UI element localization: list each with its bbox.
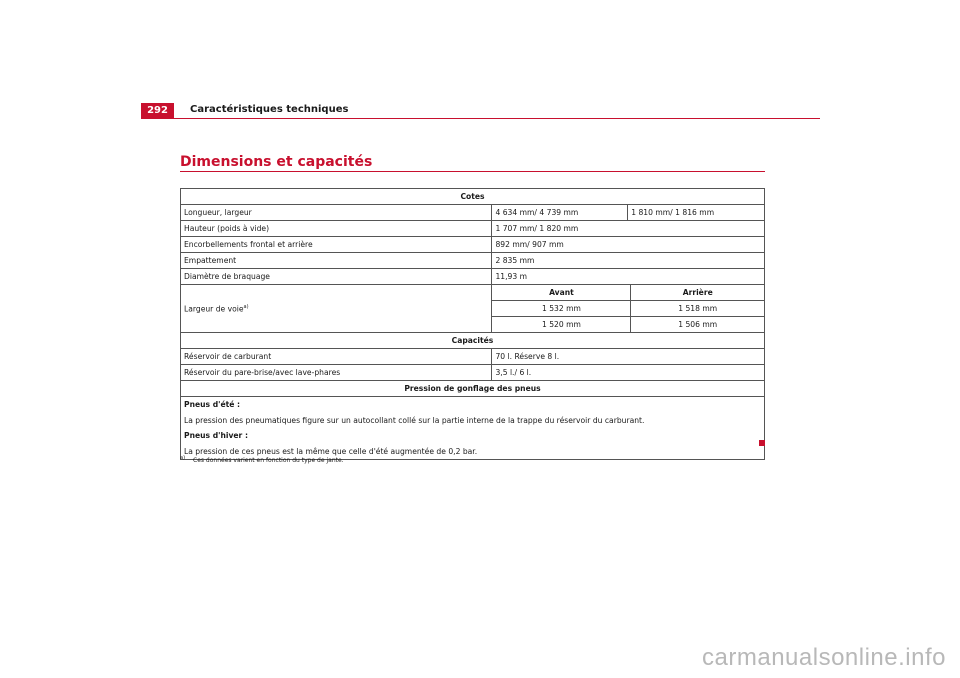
track-rear-header: Arrière — [631, 285, 764, 301]
row-value: 2 835 mm — [492, 253, 765, 269]
pressure-header: Pression de gonflage des pneus — [181, 381, 765, 397]
table-row — [181, 205, 765, 221]
row-value: 4 634 mm/ 4 739 mm — [492, 205, 628, 221]
table-row — [181, 349, 765, 365]
track-rear-value: 1 506 mm — [678, 320, 718, 329]
table-row — [181, 253, 765, 269]
pressure-notes — [181, 397, 765, 460]
capacities-header-row — [181, 333, 765, 349]
pressure-notes-row — [181, 397, 765, 460]
table-row — [181, 365, 765, 381]
row-value: 3,5 l./ 6 l. — [492, 365, 765, 381]
track-width-row — [181, 285, 765, 333]
specs-table — [180, 188, 765, 460]
row-value: 70 l. Réserve 8 l. — [492, 349, 765, 365]
row-value: 11,93 m — [492, 269, 765, 285]
track-label: Largeur de voie — [184, 304, 244, 314]
row-label: Empattement — [181, 253, 492, 269]
track-subtable-cell — [492, 285, 765, 333]
winter-tyres-text: La pression de ces pneus est la même que celle d'été augmentée de 0,2 bar. — [184, 446, 478, 456]
footnote — [180, 455, 344, 464]
row-label: Diamètre de braquage — [181, 269, 492, 285]
track-rear-value: 1 518 mm — [631, 301, 764, 317]
watermark: carmanualsonline.info — [702, 644, 946, 671]
table-row — [181, 221, 765, 237]
winter-tyres-label: Pneus d'hiver : — [184, 431, 248, 440]
section-title: Dimensions et capacités — [180, 154, 373, 170]
row-label: Hauteur (poids à vide) — [181, 221, 492, 237]
pressure-header-row — [181, 381, 765, 397]
summer-tyres-label: Pneus d'été : — [184, 400, 241, 409]
row-value: 892 mm/ 907 mm — [492, 237, 765, 253]
footnote-ref: a) — [243, 303, 249, 310]
track-subtable — [492, 285, 764, 332]
section-title-rule — [180, 171, 765, 172]
footnote-text: Ces données varient en fonction du type de jante. — [193, 457, 344, 464]
row-label: Longueur, largeur — [181, 205, 492, 221]
track-label-cell — [181, 285, 492, 333]
table-row — [181, 237, 765, 253]
track-front-header: Avant — [492, 285, 630, 301]
summer-tyres-text: La pression des pneumatiques figure sur un autocollant collé sur la partie interne de la trappe du réservoir du carburant. — [184, 415, 645, 425]
cotes-header: Cotes — [181, 189, 765, 205]
cotes-header-row — [181, 189, 765, 205]
row-value: 1 707 mm/ 1 820 mm — [492, 221, 765, 237]
section-end-marker — [759, 440, 765, 446]
header-rule — [141, 118, 820, 119]
table-row — [181, 269, 765, 285]
row-label: Réservoir du pare-brise/avec lave-phares — [181, 365, 492, 381]
row-value-2: 1 810 mm/ 1 816 mm — [628, 205, 765, 221]
row-label: Encorbellements frontal et arrière — [181, 237, 492, 253]
footnote-mark: a) — [180, 455, 186, 461]
capacities-header: Capacités — [181, 333, 765, 349]
track-front-value: 1 532 mm — [492, 301, 630, 317]
row-label: Réservoir de carburant — [181, 349, 492, 365]
track-front-value: 1 520 mm — [492, 317, 630, 333]
page-number: 292 — [141, 103, 174, 119]
running-title: Caractéristiques techniques — [190, 104, 349, 115]
